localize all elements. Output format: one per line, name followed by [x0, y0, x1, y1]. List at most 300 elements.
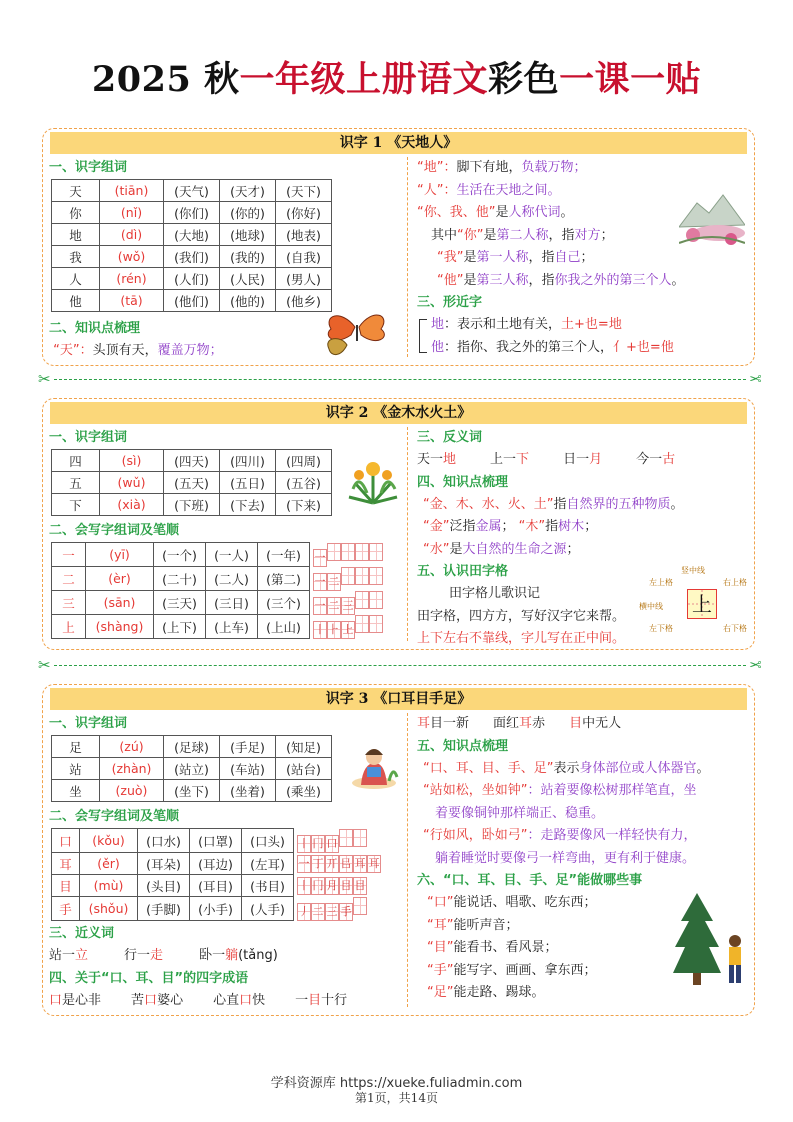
ren-note: “人”：生活在天地之间。	[417, 182, 561, 198]
pron-note: “你、我、他”是人称代词。	[417, 205, 574, 220]
lesson2-sec3: 三、反义词	[417, 430, 483, 445]
tianzige-label-br: 右下格	[723, 624, 747, 633]
lesson3-sec4: 四、关于“口、耳、目”的四字成语	[49, 970, 249, 986]
ability-organ: “目”	[427, 940, 454, 955]
char-cell: 我	[52, 246, 100, 268]
pinyin-cell: (wǒ)	[100, 246, 164, 268]
word-cell: (四周)	[276, 450, 332, 472]
shui-note: “水”是大自然的生命之源；	[423, 541, 580, 557]
pinyin-cell: (rén)	[100, 268, 164, 290]
word-cell: (大地)	[164, 224, 220, 246]
word-cell: (三日)	[206, 591, 258, 615]
lesson3-sec1: 一、识字组词	[49, 716, 128, 731]
stroke-order-cell	[310, 615, 384, 639]
ability-desc: 能看书、看风景；	[453, 940, 558, 955]
idiom-part: 心直	[213, 992, 240, 1008]
tianzige-label-tr: 右上格	[723, 578, 747, 587]
idiom	[493, 716, 545, 731]
stroke-box	[355, 591, 369, 609]
tianzige-rhyme-title: 田字格儿歌识记	[449, 586, 541, 601]
stroke-order-cell	[294, 853, 382, 875]
lesson3-sec6: 六、“口、耳、目、手、足”能做哪些事	[417, 873, 643, 888]
word-cell: (你的)	[220, 202, 276, 224]
word-cell: (坐着)	[220, 780, 276, 802]
word-cell: (人手)	[242, 897, 294, 921]
pinyin-cell: (shǒu)	[80, 897, 138, 921]
synonym-b: 走	[150, 948, 164, 963]
char-cell: 地	[52, 224, 100, 246]
walk-lie-note-2: 躺着睡觉时要像弓一样弯曲，更有利于健康。	[435, 850, 696, 866]
synonym-b: 躺	[225, 948, 239, 963]
stroke-box	[353, 829, 367, 847]
lesson3-heading: 识字 3 《口耳目手足》	[50, 688, 747, 710]
lesson2-sec1: 一、识字组词	[49, 430, 128, 445]
lesson2-sec2: 二、会写字组词及笔顺	[49, 523, 180, 538]
word-cell: (他们)	[164, 290, 220, 312]
stroke-box: 二	[327, 597, 341, 615]
synonym-a: 卧一	[199, 948, 226, 963]
ability-desc: 能说话、唱歌、吃东西；	[453, 895, 597, 910]
table-row	[52, 246, 332, 268]
footer-page: 第1页，共14页	[355, 1091, 438, 1105]
char-cell: 他	[52, 290, 100, 312]
pinyin-cell: (zhàn)	[100, 758, 164, 780]
char-cell: 五	[52, 472, 100, 494]
stroke-box: 一	[313, 573, 327, 591]
char-cell: 耳	[52, 853, 80, 875]
word-cell: (站台)	[276, 758, 332, 780]
lesson3-sec2: 二、会写字组词及笔顺	[49, 809, 180, 824]
word-cell: (坐下)	[164, 780, 220, 802]
idiom-row-2	[417, 713, 747, 736]
stroke-box: 冂	[311, 877, 325, 895]
page-title	[0, 52, 793, 102]
char-cell: 上	[52, 615, 86, 639]
pinyin-cell: (dì)	[100, 224, 164, 246]
stroke-order-cell	[294, 897, 382, 921]
tianzige-label-vertical: 竖中线	[681, 566, 705, 575]
stroke-box: 㠯	[339, 855, 353, 873]
word-cell: (车站)	[220, 758, 276, 780]
ability-desc: 能写字、画画、拿东西；	[453, 962, 597, 978]
pinyin-cell: (wǔ)	[100, 472, 164, 494]
word-cell: (天才)	[220, 180, 276, 202]
pinyin-cell: (shàng)	[86, 615, 154, 639]
table-row	[52, 268, 332, 290]
table-row	[52, 567, 384, 591]
synonym-pair	[199, 948, 278, 963]
idiom-part: 目	[569, 716, 583, 731]
table-row	[52, 494, 332, 516]
tianzige-label-bl: 左下格	[649, 624, 673, 633]
idiom-part: 口	[49, 992, 63, 1008]
word-cell: (手足)	[220, 736, 276, 758]
word-cell: (男人)	[276, 268, 332, 290]
word-cell: (人们)	[164, 268, 220, 290]
antonym-a: 今一	[636, 452, 663, 467]
tianzige-label-horizontal: 横中线	[639, 602, 663, 611]
idiom-part: 一	[295, 992, 309, 1008]
ability-organ: “足”	[427, 985, 454, 1000]
idiom	[417, 716, 469, 731]
lesson3-write-table	[51, 828, 382, 921]
word-cell: (口罩)	[190, 829, 242, 853]
word-cell: (小手)	[190, 897, 242, 921]
stroke-box: 丿	[297, 903, 311, 921]
char-cell: 二	[52, 567, 86, 591]
lesson2-word-table	[51, 449, 332, 516]
antonym-pair	[417, 452, 456, 467]
pinyin-cell: (tiān)	[100, 180, 164, 202]
antonym-row	[417, 449, 747, 472]
char-cell: 足	[52, 736, 100, 758]
word-cell: (一人)	[206, 543, 258, 567]
tianzige-box	[687, 589, 717, 619]
stroke-box	[355, 567, 369, 585]
pinyin-cell: (sì)	[100, 450, 164, 472]
stroke-box	[369, 591, 383, 609]
body-parts-note: “口、耳、目、手、足”表示身体部位或人体器官。	[423, 760, 710, 776]
idiom-part: 面红	[493, 716, 520, 731]
idiom-part: 是心非	[62, 992, 102, 1008]
synonym-pair	[49, 948, 88, 963]
lesson1-sec3: 三、形近字	[417, 295, 483, 310]
cut-line-2	[38, 656, 762, 674]
stroke-box: 耳	[367, 855, 381, 873]
landscape-illustration	[679, 187, 745, 247]
word-cell: (天气)	[164, 180, 220, 202]
lesson3-card	[42, 684, 755, 1016]
stroke-box: 丌	[325, 855, 339, 873]
wuxing-note: “金、木、水、火、土”指自然界的五种物质。	[423, 496, 684, 512]
tianzige-label-tl: 左上格	[649, 578, 673, 587]
lesson2-card	[42, 398, 755, 650]
word-cell: (四川)	[220, 450, 276, 472]
antonym-pair	[636, 452, 675, 467]
stroke-box: ⺊	[327, 621, 341, 639]
idiom-part: 婆心	[157, 992, 184, 1008]
word-cell: (口水)	[138, 829, 190, 853]
ability-organ: “耳”	[427, 917, 454, 933]
word-cell: (第二)	[258, 567, 310, 591]
xingjin-group	[417, 314, 747, 359]
stroke-box	[369, 543, 383, 561]
idiom	[295, 993, 347, 1008]
tianzige-char: 上	[692, 592, 712, 616]
lesson3-sec5: 五、知识点梳理	[417, 738, 509, 754]
word-cell: (下班)	[164, 494, 220, 516]
title-series: 一课一贴	[559, 59, 702, 100]
word-cell: (足球)	[164, 736, 220, 758]
idiom-row	[49, 990, 401, 1013]
tian-note: “天”：头顶有天，覆盖万物；	[53, 343, 223, 358]
idiom-part: 中无人	[582, 716, 622, 731]
lesson2-sec5: 五、认识田字格	[417, 564, 509, 579]
lesson1-sec1: 一、识字组词	[49, 160, 128, 175]
stroke-box	[355, 615, 369, 633]
table-row	[52, 543, 384, 567]
lesson2-sec4: 四、知识点梳理	[417, 474, 509, 490]
word-cell: (地球)	[220, 224, 276, 246]
synonym-pinyin: (tǎng)	[238, 948, 278, 963]
table-row	[52, 853, 382, 875]
ability-desc: 能走路、踢球。	[453, 985, 545, 1000]
word-cell: (你好)	[276, 202, 332, 224]
word-cell: (三天)	[154, 591, 206, 615]
word-cell: (我的)	[220, 246, 276, 268]
word-cell: (上下)	[154, 615, 206, 639]
word-cell: (口头)	[242, 829, 294, 853]
word-cell: (他的)	[220, 290, 276, 312]
synonym-a: 行一	[124, 948, 151, 963]
word-cell: (上车)	[206, 615, 258, 639]
table-row	[52, 780, 332, 802]
pinyin-cell: (nǐ)	[100, 202, 164, 224]
xingjin-di: 地：表示和土地有关，土+也=地	[431, 317, 622, 332]
stroke-box	[327, 543, 341, 561]
antonym-a: 日一	[563, 452, 590, 467]
pinyin-cell: (mù)	[80, 875, 138, 897]
stroke-box: 一	[297, 855, 311, 873]
stroke-box: 口	[325, 835, 339, 853]
lesson2-write-table	[51, 542, 384, 639]
table-row	[52, 875, 382, 897]
pinyin-cell: (tā)	[100, 290, 164, 312]
table-row	[52, 224, 332, 246]
ability-desc: 能听声音；	[453, 917, 519, 933]
stroke-box: 目	[353, 877, 367, 895]
butterfly-illustration	[321, 307, 391, 359]
word-cell: (耳边)	[190, 853, 242, 875]
word-cell: (上山)	[258, 615, 310, 639]
table-row	[52, 615, 384, 639]
stroke-box	[341, 543, 355, 561]
pinyin-cell: (yī)	[86, 543, 154, 567]
stroke-box: 手	[339, 903, 353, 921]
char-cell: 四	[52, 450, 100, 472]
title-color: 彩色	[488, 59, 560, 100]
stroke-box: 丁	[311, 855, 325, 873]
word-cell: (五天)	[164, 472, 220, 494]
ability-organ: “口”	[427, 895, 454, 910]
stroke-box	[369, 567, 383, 585]
tianzige-diagram	[637, 565, 747, 635]
lesson1-word-table	[51, 179, 332, 312]
pinyin-cell: (kǒu)	[80, 829, 138, 853]
girl-reading-illustration	[349, 741, 399, 791]
stroke-order-cell	[310, 543, 384, 567]
lesson1-sec2: 二、知识点梳理	[49, 321, 141, 336]
idiom-part: 十行	[321, 992, 348, 1008]
stroke-box: 丨	[297, 835, 311, 853]
idiom-part: 口	[144, 992, 158, 1008]
ni-note: 其中“你”是第二人称，指对方；	[431, 227, 614, 243]
word-cell: (知足)	[276, 736, 332, 758]
stroke-box: 上	[341, 621, 355, 639]
antonym-pair	[490, 452, 529, 467]
word-cell: (天下)	[276, 180, 332, 202]
pinyin-cell: (zuò)	[100, 780, 164, 802]
idiom	[569, 716, 621, 731]
stroke-order-cell	[294, 875, 382, 897]
title-grade: 一年级上册语文	[239, 59, 489, 100]
char-cell: 坐	[52, 780, 100, 802]
jin-mu-note: “金”泛指金属； “木”指树木；	[423, 519, 598, 534]
stroke-box: 耳	[353, 855, 367, 873]
stroke-box: 三	[341, 597, 355, 615]
xingjin-ta: 他：指你、我之外的第三个人，亻+也=他	[431, 339, 674, 355]
lesson2-heading: 识字 2 《金木水火土》	[50, 402, 747, 424]
char-cell: 你	[52, 202, 100, 224]
table-row	[52, 472, 332, 494]
tianzige-rhyme-1: 田字格，四方方，写好汉字它来帮。	[417, 608, 626, 624]
pinyin-cell: (ěr)	[80, 853, 138, 875]
stroke-box	[353, 897, 367, 915]
walk-lie-note: “行如风，卧如弓”：走路要像风一样轻快有力，	[423, 828, 697, 843]
di-note: “地”：脚下有地，负载万物；	[417, 160, 587, 175]
char-cell: 站	[52, 758, 100, 780]
pinyin-cell: (sān)	[86, 591, 154, 615]
word-cell: (站立)	[164, 758, 220, 780]
stroke-box	[369, 615, 383, 633]
stroke-box: 丨	[297, 877, 311, 895]
word-cell: (三个)	[258, 591, 310, 615]
word-cell: (人民)	[220, 268, 276, 290]
antonym-a: 上一	[490, 452, 517, 467]
table-row	[52, 591, 384, 615]
table-row	[52, 202, 332, 224]
antonym-b: 古	[662, 452, 676, 467]
char-cell: 人	[52, 268, 100, 290]
char-cell: 目	[52, 875, 80, 897]
stroke-box: 月	[325, 877, 339, 895]
stroke-order-cell	[310, 591, 384, 615]
stroke-box: 丨	[313, 621, 327, 639]
idiom-part: 耳	[417, 716, 431, 731]
synonym-b: 立	[75, 948, 89, 963]
idiom-part: 赤	[532, 716, 546, 731]
word-cell: (我们)	[164, 246, 220, 268]
pinyin-cell: (èr)	[86, 567, 154, 591]
word-cell: (下去)	[220, 494, 276, 516]
stroke-box	[341, 567, 355, 585]
stroke-box: 一	[313, 549, 327, 567]
synonym-a: 站一	[49, 948, 76, 963]
lesson3-sec3: 三、近义词	[49, 926, 115, 941]
footer-site: 学科资源库 https://xueke.fuliadmin.com	[270, 1076, 523, 1091]
word-cell: (五日)	[220, 472, 276, 494]
idiom	[213, 993, 265, 1008]
pinyin-cell: (xià)	[100, 494, 164, 516]
table-row	[52, 897, 382, 921]
scissors-icon: ✂	[749, 656, 762, 674]
wo-note: “我”是第一人称，指自己；	[437, 250, 594, 265]
word-cell: (四天)	[164, 450, 220, 472]
table-row	[52, 736, 332, 758]
word-cell: (耳目)	[190, 875, 242, 897]
table-row	[52, 180, 332, 202]
word-cell: (你们)	[164, 202, 220, 224]
idiom-part: 苦	[131, 992, 145, 1008]
char-cell: 三	[52, 591, 86, 615]
scissors-icon: ✂	[38, 370, 51, 388]
lesson3-word-table	[51, 735, 332, 802]
word-cell: (自我)	[276, 246, 332, 268]
char-cell: 天	[52, 180, 100, 202]
word-cell: (二人)	[206, 567, 258, 591]
table-row	[52, 290, 332, 312]
table-row	[52, 829, 382, 853]
cut-line-1	[38, 370, 762, 388]
char-cell: 一	[52, 543, 86, 567]
scissors-icon: ✂	[749, 370, 762, 388]
stroke-box: 二	[327, 573, 341, 591]
word-cell: (乘坐)	[276, 780, 332, 802]
stroke-box: 冂	[311, 835, 325, 853]
char-cell: 口	[52, 829, 80, 853]
word-cell: (手脚)	[138, 897, 190, 921]
word-cell: (头目)	[138, 875, 190, 897]
idiom	[49, 993, 101, 1008]
synonym-row	[49, 945, 401, 968]
stroke-box: 一	[313, 597, 327, 615]
stand-sit-note-2: 着要像铜钟那样端正、稳重。	[435, 805, 605, 821]
word-cell: (耳朵)	[138, 853, 190, 875]
antonym-b: 下	[516, 452, 530, 467]
antonym-pair	[563, 452, 602, 467]
stroke-box: 二	[311, 903, 325, 921]
word-cell: (左耳)	[242, 853, 294, 875]
stroke-box: 目	[339, 877, 353, 895]
lesson1-heading: 识字 1 《天地人》	[50, 132, 747, 154]
stroke-box	[339, 829, 353, 847]
idiom	[131, 993, 183, 1008]
idiom-part: 口	[239, 992, 253, 1008]
word-cell: (他乡)	[276, 290, 332, 312]
antonym-a: 天一	[417, 452, 444, 467]
synonym-pair	[124, 948, 163, 963]
scissors-icon: ✂	[38, 656, 51, 674]
word-cell: (二十)	[154, 567, 206, 591]
word-cell: (书目)	[242, 875, 294, 897]
table-row	[52, 450, 332, 472]
stroke-order-cell	[310, 567, 384, 591]
char-cell: 下	[52, 494, 100, 516]
ability-organ: “手”	[427, 962, 454, 978]
word-cell: (一个)	[154, 543, 206, 567]
table-row	[52, 758, 332, 780]
word-cell: (地表)	[276, 224, 332, 246]
tianzige-rhyme-2: 上下左右不靠线，字儿写在正中间。	[417, 631, 626, 646]
lesson1-card	[42, 128, 755, 366]
flower-illustration	[345, 453, 401, 507]
antonym-b: 地	[443, 452, 457, 467]
antonym-b: 月	[589, 452, 603, 467]
idiom-part: 目一新	[430, 716, 470, 731]
idiom-part: 耳	[519, 716, 533, 731]
word-cell: (下来)	[276, 494, 332, 516]
pinyin-cell: (zú)	[100, 736, 164, 758]
stroke-order-cell	[294, 829, 382, 853]
idiom-part: 目	[308, 992, 322, 1008]
tree-boy-illustration	[673, 891, 747, 991]
word-cell: (五谷)	[276, 472, 332, 494]
word-cell: (一年)	[258, 543, 310, 567]
stroke-box	[355, 543, 369, 561]
idiom-part: 快	[252, 992, 266, 1008]
title-year: 2025 秋	[91, 59, 240, 100]
char-cell: 手	[52, 897, 80, 921]
